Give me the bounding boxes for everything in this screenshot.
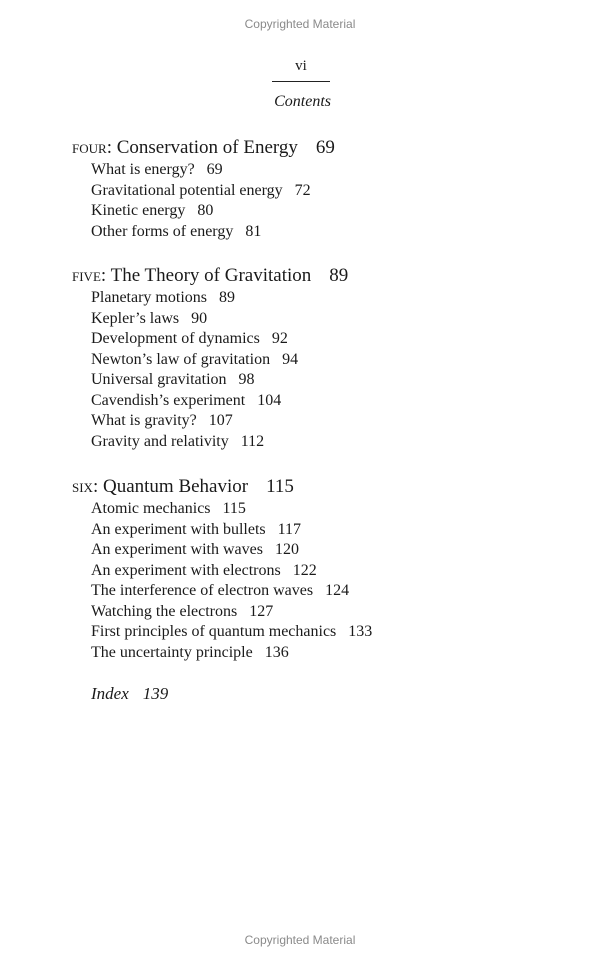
running-head: Contents xyxy=(274,93,331,110)
entry-page: 122 xyxy=(292,561,317,579)
entry-title: The uncertainty principle xyxy=(91,643,253,661)
entry-page: 120 xyxy=(274,541,299,558)
entry-title: Kepler’s laws xyxy=(91,309,180,327)
entry-page: 107 xyxy=(208,412,233,429)
toc-entry xyxy=(91,561,372,582)
entry-page: 94 xyxy=(282,350,299,368)
page-number: vi xyxy=(295,58,307,74)
toc-entry xyxy=(91,391,348,412)
chapter-number: four xyxy=(72,137,107,158)
toc-entry xyxy=(91,370,348,391)
toc-index-entry xyxy=(91,684,168,704)
chapter-page: 69 xyxy=(315,137,335,158)
entry-title: Universal gravitation xyxy=(91,371,227,388)
toc-entry xyxy=(91,499,372,520)
chapter-title: Conservation of Energy xyxy=(116,137,298,158)
entry-page: 81 xyxy=(245,222,262,240)
toc-entry xyxy=(91,222,335,243)
entry-page: 92 xyxy=(271,330,288,347)
toc-entry xyxy=(91,643,372,664)
chapter-page: 89 xyxy=(329,265,349,286)
toc-chapter-four xyxy=(72,136,335,242)
toc-entry xyxy=(91,622,372,643)
entry-page: 72 xyxy=(294,181,311,199)
entry-title: The interference of electron waves xyxy=(91,582,314,599)
entry-page: 117 xyxy=(277,520,302,538)
entry-title: Cavendish’s experiment xyxy=(91,391,246,409)
copyright-watermark-top: Copyrighted Material xyxy=(244,17,356,31)
toc-entry xyxy=(91,581,372,602)
entry-title: An experiment with waves xyxy=(91,541,263,558)
entry-page: 127 xyxy=(249,602,274,620)
toc-entry xyxy=(91,329,348,350)
entry-page: 98 xyxy=(238,371,255,388)
chapter-number: five xyxy=(72,265,101,286)
entry-page: 136 xyxy=(264,643,289,661)
entry-page: 115 xyxy=(222,500,246,517)
chapter-separator: : xyxy=(106,137,112,158)
chapter-separator: : xyxy=(92,476,99,497)
entry-title: Gravity and relativity xyxy=(91,432,229,450)
header-rule xyxy=(272,81,330,82)
entry-page: 89 xyxy=(218,289,235,306)
entry-title: Development of dynamics xyxy=(91,330,260,347)
chapter-heading xyxy=(72,136,335,160)
chapter-title: Quantum Behavior xyxy=(102,476,249,497)
entry-title: Newton’s law of gravitation xyxy=(91,350,271,368)
entry-page: 112 xyxy=(240,432,265,450)
entry-title: What is gravity? xyxy=(91,412,197,429)
entry-page: 69 xyxy=(206,161,223,178)
toc-entry xyxy=(91,288,348,309)
toc-entry xyxy=(91,350,348,371)
toc-entry xyxy=(91,520,372,541)
entry-title: Kinetic energy xyxy=(91,202,186,219)
toc-chapter-five xyxy=(72,264,348,452)
entry-title: Other forms of energy xyxy=(91,222,234,240)
chapter-title: The Theory of Gravitation xyxy=(110,265,312,286)
entry-title: Planetary motions xyxy=(91,289,207,306)
toc-chapter-six xyxy=(72,475,372,663)
entry-page: 90 xyxy=(191,309,208,327)
toc-entry xyxy=(91,540,372,561)
index-title: Index xyxy=(91,684,129,703)
toc-entry xyxy=(91,160,335,181)
chapter-heading xyxy=(72,264,348,288)
entry-page: 80 xyxy=(197,202,214,219)
toc-entry xyxy=(91,432,348,453)
entry-title: An experiment with electrons xyxy=(91,561,281,579)
copyright-watermark-bottom: Copyrighted Material xyxy=(244,933,356,947)
entry-title: Gravitational potential energy xyxy=(91,181,283,199)
entry-page: 133 xyxy=(348,623,373,640)
entry-title: Atomic mechanics xyxy=(91,500,211,517)
entry-title: Watching the electrons xyxy=(91,602,238,620)
chapter-separator: : xyxy=(100,265,107,286)
entry-page: 104 xyxy=(257,391,282,409)
entry-title: An experiment with bullets xyxy=(91,520,266,538)
index-page: 139 xyxy=(142,684,169,703)
entry-page: 124 xyxy=(325,582,350,599)
toc-entry xyxy=(91,181,335,202)
toc-entry xyxy=(91,201,335,222)
toc-entry xyxy=(91,309,348,330)
entry-title: First principles of quantum mechanics xyxy=(91,623,337,640)
chapter-page: 115 xyxy=(266,476,294,497)
toc-entry xyxy=(91,602,372,623)
entry-title: What is energy? xyxy=(91,161,195,178)
chapter-number: six xyxy=(72,476,93,497)
chapter-heading xyxy=(72,475,372,499)
toc-entry xyxy=(91,411,348,432)
